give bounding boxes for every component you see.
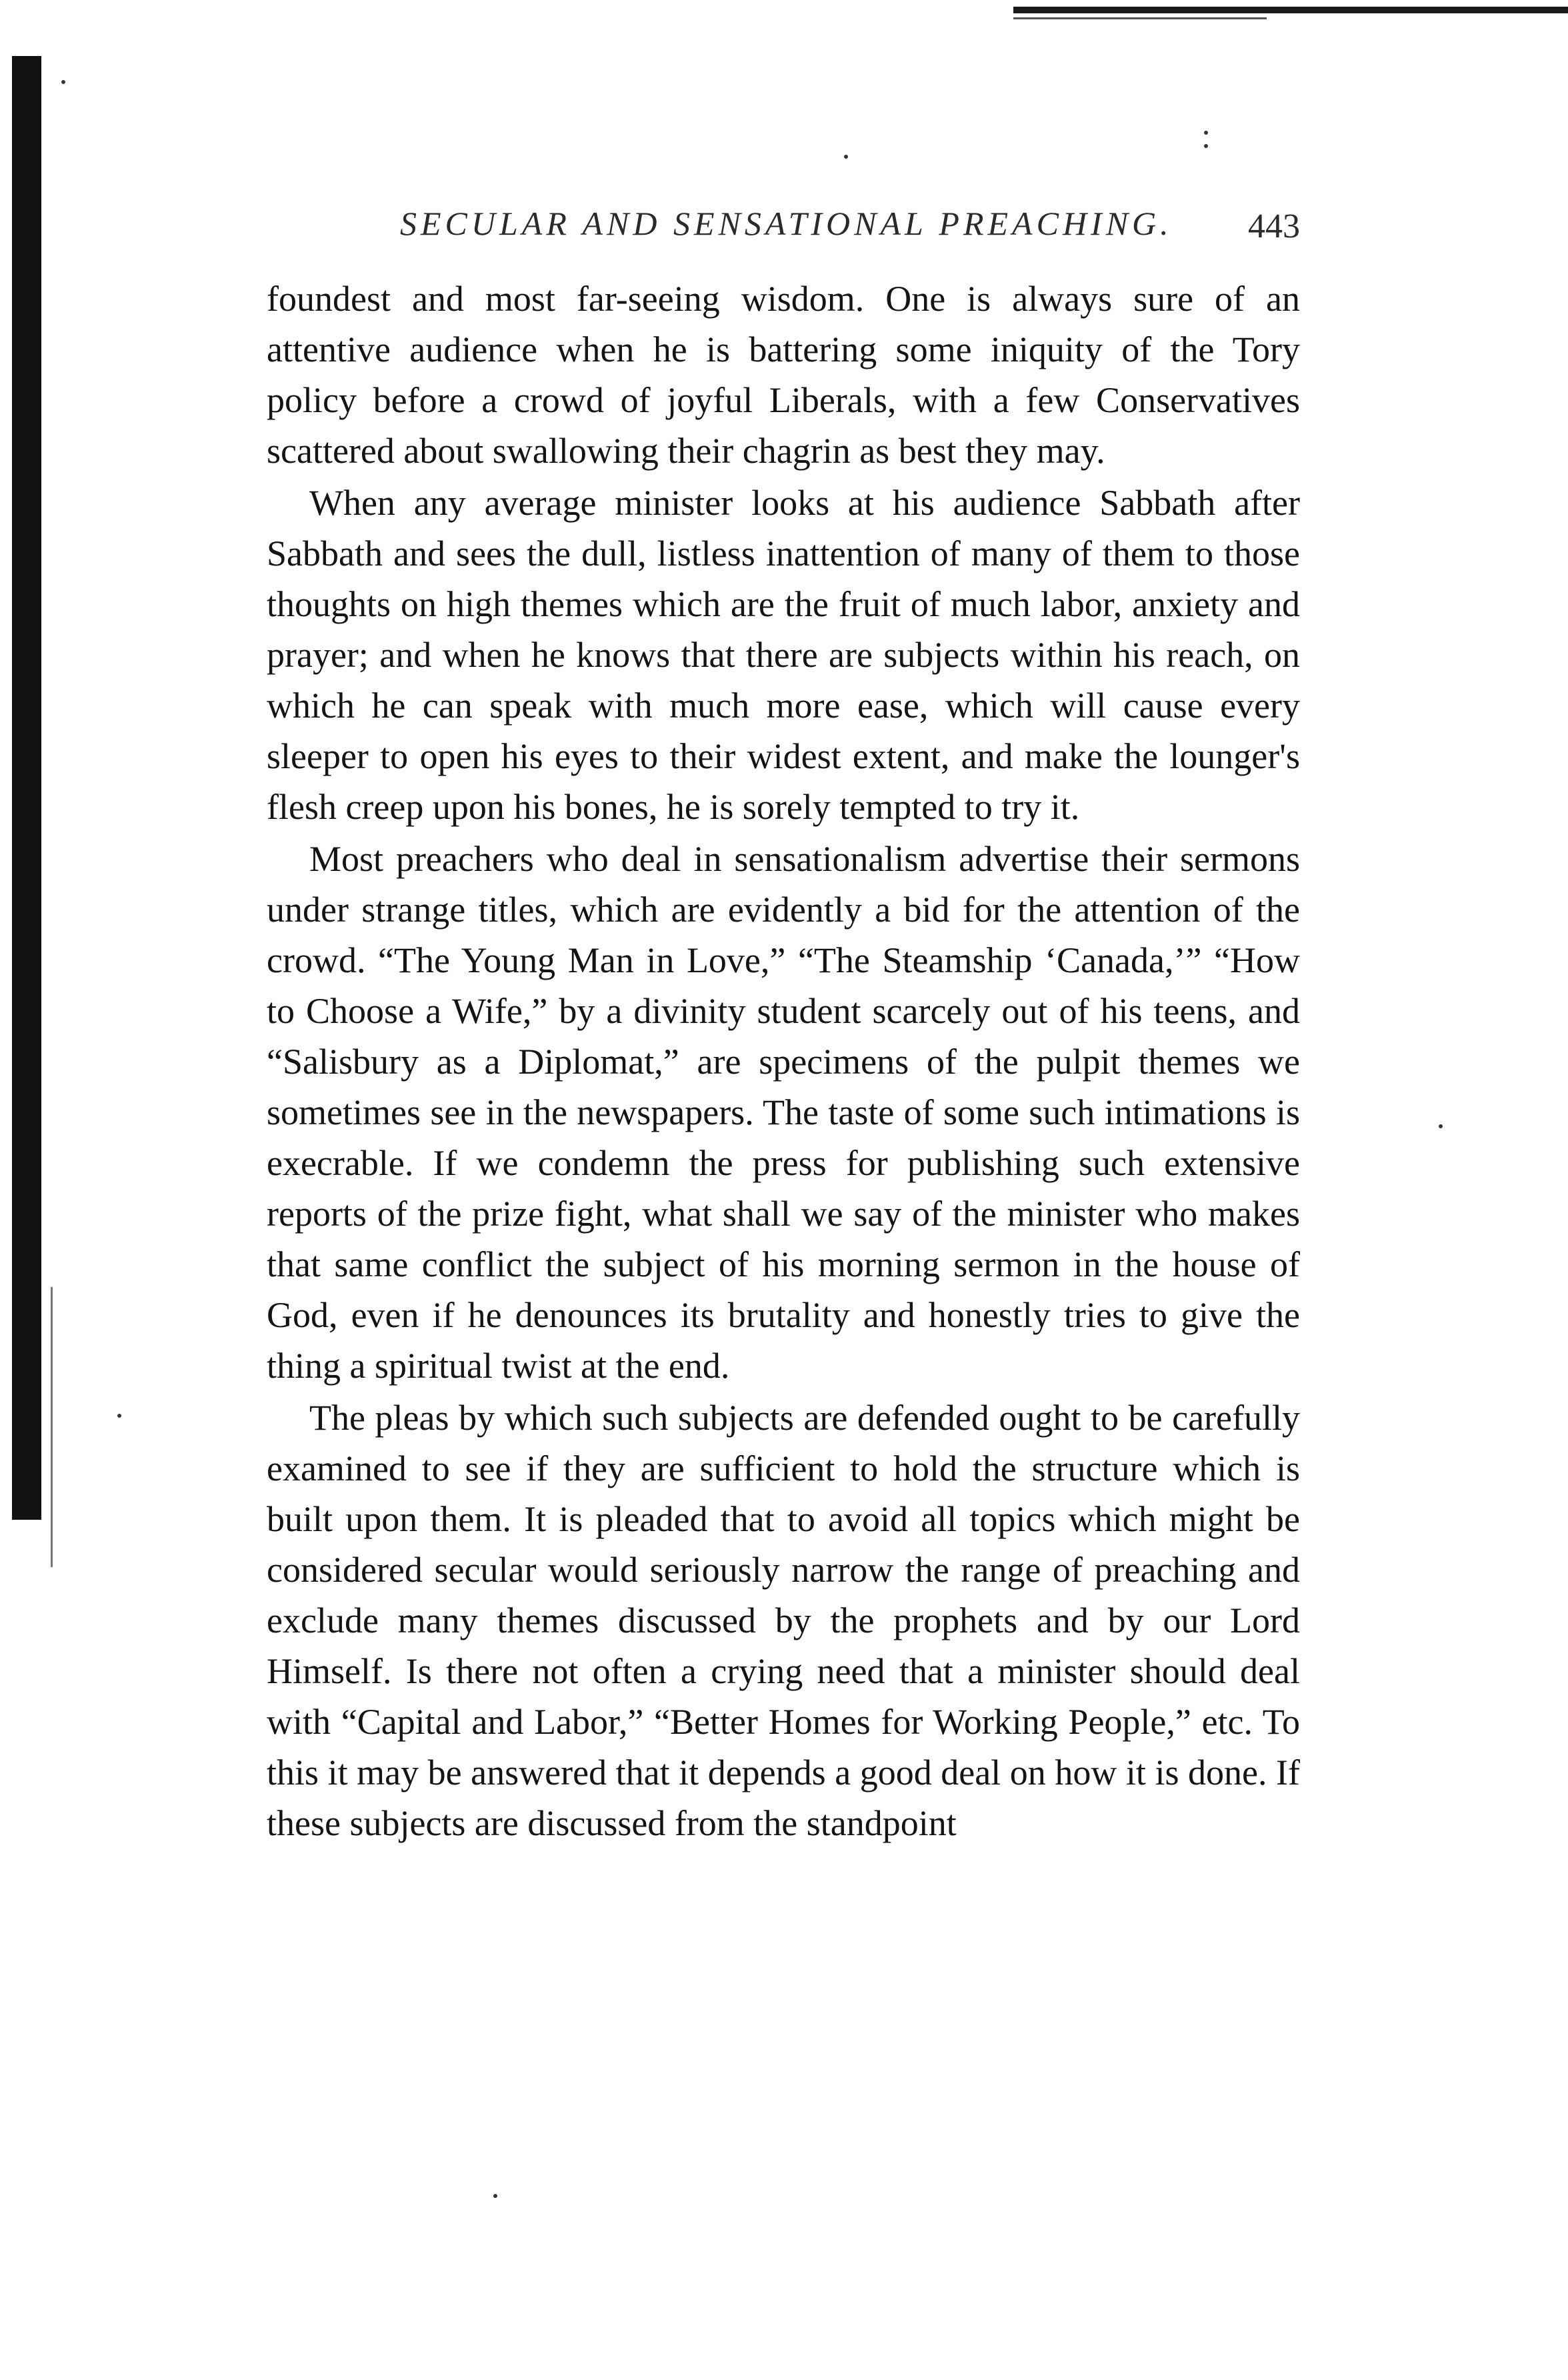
scan-speck — [61, 80, 65, 84]
scan-speck — [1204, 144, 1208, 148]
paragraph: The pleas by which such subjects are defended ought to be carefully examined to see if they are sufficient to hold the structure which is built upon them. It is pleaded that to avoid all topics which might be considered secular would seriously narrow the range of preaching and exclude many themes discussed by the prophets and by our Lord Himself. Is there not often a crying need that a minister should deal with “Capital and Labor,” “Better Homes for Working People,” etc. To this it may be answered that it depends a good deal on how it is done. If these subjects are discussed from the standpoint — [267, 1398, 1300, 1843]
running-header — [267, 200, 1300, 253]
scan-speck — [1439, 1124, 1443, 1128]
paragraph: When any average minister looks at his audience Sabbath after Sabbath and sees the dull, listless inattention of many of them to those thoughts on high themes which are the fruit of much labor, anxiety and prayer; and when he knows that there are subjects within his reach, on which he can speak with much more ease, which will cause every sleeper to open his eyes to their widest extent, and make the lounger's flesh creep upon his bones, he is sorely tempted to try it. — [267, 483, 1300, 827]
page-body — [267, 273, 1300, 1849]
scan-border-top-thin — [1013, 17, 1267, 19]
scan-border-top — [1013, 7, 1568, 13]
scan-speck — [493, 2194, 497, 2198]
paragraph-continued: foundest and most far-seeing wisdom. One is always sure of an attentive audience when he is battering some iniquity of the Tory policy before a crowd of joyful Liberals, with a few Conservatives scattered about swallowing their chagrin as best they may. — [267, 279, 1300, 471]
scan-border-left — [12, 56, 41, 1520]
page-number: 443 — [1248, 207, 1300, 245]
scan-speck — [1204, 131, 1208, 135]
scan-speck — [117, 1414, 121, 1418]
scan-speck — [844, 155, 848, 159]
scan-border-left-thin — [51, 1287, 53, 1567]
running-title: SECULAR AND SENSATIONAL PREACHING. — [400, 205, 1173, 242]
paragraph: Most preachers who deal in sensationalism advertise their sermons under strange titles, which are evidently a bid for the attention of the crowd. “The Young Man in Love,” “The Steamship ‘Canada,’” “How to Choose a Wife,” by a divinity student scarcely out of his teens, and “Salisbury as a Diplomat,” are specimens of the pulpit themes we sometimes see in the newspapers. The taste of some such intimations is execrable. If we condemn the press for publishing such extensive reports of the prize fight, what shall we say of the minister who makes that same conflict the subject of his morning sermon in the house of God, even if he denounces its brutality and honestly tries to give the thing a spiritual twist at the end. — [267, 839, 1300, 1386]
